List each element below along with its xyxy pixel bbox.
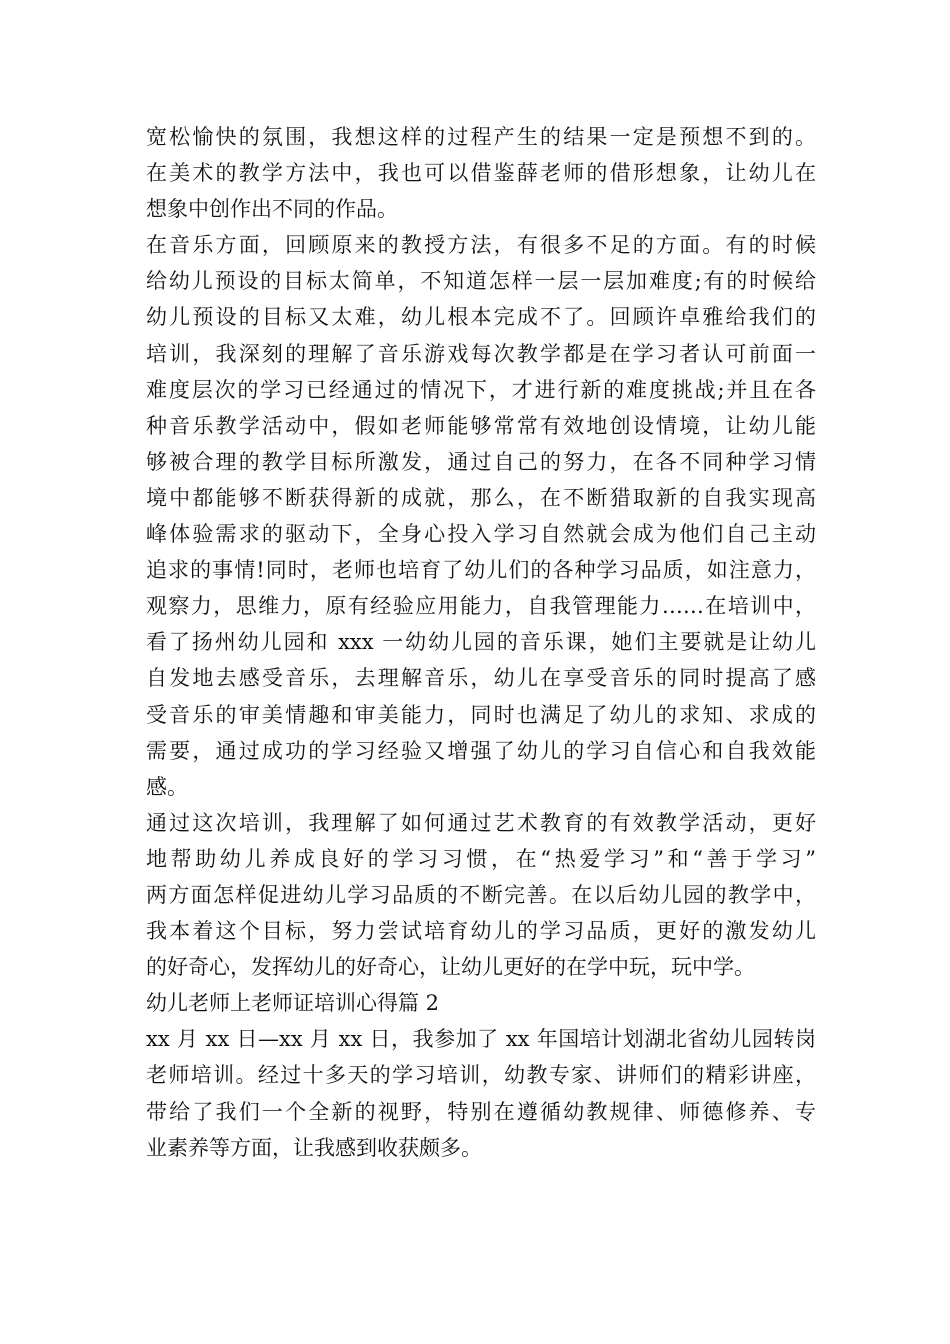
text-line: 感。 — [146, 774, 188, 799]
text-line: 培训，我深刻的理解了音乐游戏每次教学都是在学习者认可前面一 — [146, 341, 816, 366]
section-heading: 幼儿老师上老师证培训心得篇 2 — [146, 991, 440, 1016]
text-line: 地帮助幼儿养成良好的学习习惯，在“热爱学习”和“善于学习” — [146, 846, 816, 871]
text-line: 给幼儿预设的目标太简单，不知道怎样一层一层加难度;有的时候给 — [146, 269, 816, 294]
text-line: 观察力，思维力，原有经验应用能力，自我管理能力……在培训中， — [146, 594, 816, 619]
text-line: 老师培训。经过十多天的学习培训，幼教专家、讲师们的精彩讲座， — [146, 1063, 816, 1088]
text-line: 的好奇心，发挥幼儿的好奇心，让幼儿更好的在学中玩，玩中学。 — [146, 955, 755, 980]
text-line: 够被合理的教学目标所激发，通过自己的努力，在各不同种学习情 — [146, 449, 816, 474]
text-line: 带给了我们一个全新的视野，特别在遵循幼教规律、师德修养、专 — [146, 1099, 816, 1124]
text-line: 业素养等方面，让我感到收获颇多。 — [146, 1135, 482, 1160]
text-line: 看了扬州幼儿园和 xxx 一幼幼儿园的音乐课，她们主要就是让幼儿 — [146, 630, 816, 655]
text-line: 想象中创作出不同的作品。 — [146, 197, 398, 222]
text-line: 追求的事情!同时，老师也培育了幼儿们的各种学习品质，如注意力， — [146, 558, 816, 583]
text-line: 在美术的教学方法中，我也可以借鉴薛老师的借形想象，让幼儿在 — [146, 161, 816, 186]
text-line: 境中都能够不断获得新的成就，那么，在不断猎取新的自我实现高 — [146, 485, 816, 510]
text-line: 受音乐的审美情趣和审美能力，同时也满足了幼儿的求知、求成的 — [146, 702, 816, 727]
text-line: 难度层次的学习已经通过的情况下，才进行新的难度挑战;并且在各 — [146, 377, 816, 402]
text-line: 两方面怎样促进幼儿学习品质的不断完善。在以后幼儿园的教学中， — [146, 882, 816, 907]
text-line: 通过这次培训，我理解了如何通过艺术教育的有效教学活动，更好 — [146, 810, 816, 835]
text-line: 峰体验需求的驱动下，全身心投入学习自然就会成为他们自己主动 — [146, 522, 816, 547]
text-line: 幼儿预设的目标又太难，幼儿根本完成不了。回顾许卓雅给我们的 — [146, 305, 816, 330]
document-body — [146, 119, 816, 1166]
text-line: 在音乐方面，回顾原来的教授方法，有很多不足的方面。有的时候 — [146, 233, 816, 258]
text-line: 我本着这个目标，努力尝试培育幼儿的学习品质，更好的激发幼儿 — [146, 919, 816, 944]
text-line: 种音乐教学活动中，假如老师能够常常有效地创设情境，让幼儿能 — [146, 413, 816, 438]
text-line: 宽松愉快的氛围，我想这样的过程产生的结果一定是预想不到的。 — [146, 125, 816, 149]
text-line: 需要，通过成功的学习经验又增强了幼儿的学习自信心和自我效能 — [146, 738, 816, 763]
text-line: 自发地去感受音乐，去理解音乐，幼儿在享受音乐的同时提高了感 — [146, 666, 816, 691]
text-line: xx 月 xx 日—xx 月 xx 日，我参加了 xx 年国培计划湖北省幼儿园转岗 — [146, 1027, 816, 1052]
